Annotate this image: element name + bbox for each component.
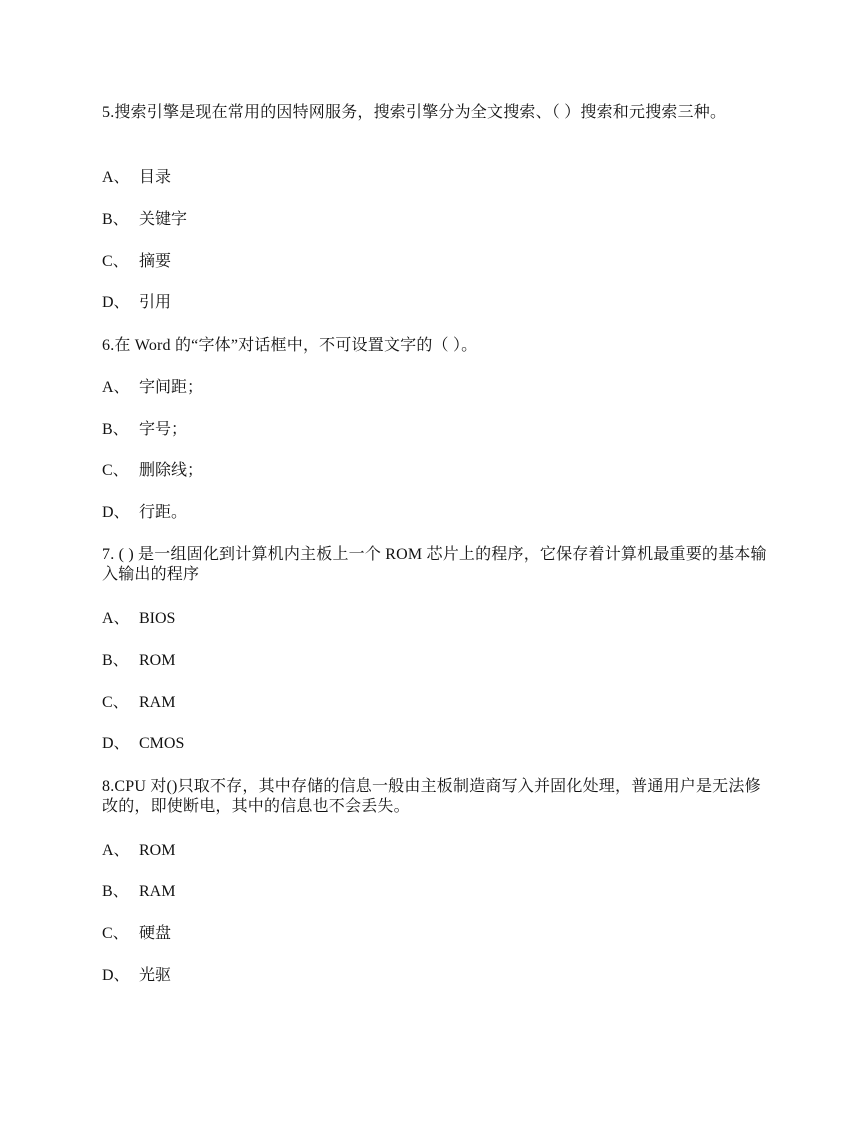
- option-letter: D、: [102, 967, 130, 984]
- option-letter: C、: [102, 694, 129, 711]
- option-letter: D、: [102, 504, 130, 521]
- option-letter: B、: [102, 652, 129, 669]
- option-text: CMOS: [139, 735, 185, 752]
- option-text: RAM: [139, 694, 176, 711]
- question-8-option-c: [102, 924, 171, 944]
- option-text: RAM: [139, 883, 176, 900]
- option-letter: B、: [102, 883, 129, 900]
- question-6-option-d: [102, 503, 187, 523]
- question-5-option-b: [102, 210, 187, 230]
- question-7-stem: 7. ( ) 是一组固化到计算机内主板上一个 ROM 芯片上的程序，它保存着计算机最重要的基本输入输出的程序: [102, 546, 767, 583]
- option-text: 字间距；: [139, 379, 204, 396]
- question-8-option-d: [102, 966, 171, 986]
- question-5-option-d: [102, 293, 171, 313]
- option-text: 引用: [139, 294, 172, 311]
- option-letter: D、: [102, 294, 130, 311]
- option-text: 摘要: [139, 253, 172, 270]
- question-5-stem: 5.搜索引擎是现在常用的因特网服务，搜索引擎分为全文搜索、（ ）搜索和元搜索三种。: [102, 104, 727, 121]
- option-letter: C、: [102, 925, 129, 942]
- question-8-option-b: [102, 882, 175, 902]
- option-letter: A、: [102, 169, 130, 186]
- option-text: 光驱: [139, 967, 172, 984]
- question-7-option-a: [102, 609, 175, 629]
- option-text: 删除线；: [139, 462, 204, 479]
- option-letter: C、: [102, 253, 129, 270]
- option-letter: B、: [102, 211, 129, 228]
- option-text: 行距。: [139, 504, 188, 521]
- option-text: ROM: [139, 842, 176, 859]
- option-letter: C、: [102, 462, 129, 479]
- option-text: 关键字: [139, 211, 188, 228]
- option-letter: A、: [102, 842, 130, 859]
- question-6-option-a: [102, 378, 203, 398]
- question-5-option-c: [102, 252, 171, 272]
- option-letter: B、: [102, 421, 129, 438]
- question-6-stem: 6.在 Word 的“字体”对话框中，不可设置文字的（ ）。: [102, 337, 478, 354]
- question-6-option-b: [102, 420, 187, 440]
- question-5-option-a: [102, 168, 171, 188]
- option-letter: A、: [102, 379, 130, 396]
- option-text: ROM: [139, 652, 176, 669]
- option-text: 字号；: [139, 421, 188, 438]
- option-text: BIOS: [139, 610, 176, 627]
- option-letter: A、: [102, 610, 130, 627]
- option-text: 硬盘: [139, 925, 172, 942]
- option-text: 目录: [139, 169, 172, 186]
- question-7-option-c: [102, 693, 175, 713]
- question-7-option-b: [102, 651, 175, 671]
- option-letter: D、: [102, 735, 130, 752]
- question-8-option-a: [102, 841, 175, 861]
- question-8-stem: 8.CPU 对()只取不存，其中存储的信息一般由主板制造商写入并固化处理，普通用户是无法修改的，即使断电，其中的信息也不会丢失。: [102, 778, 761, 815]
- question-7-option-d: [102, 734, 184, 754]
- question-6-option-c: [102, 461, 203, 481]
